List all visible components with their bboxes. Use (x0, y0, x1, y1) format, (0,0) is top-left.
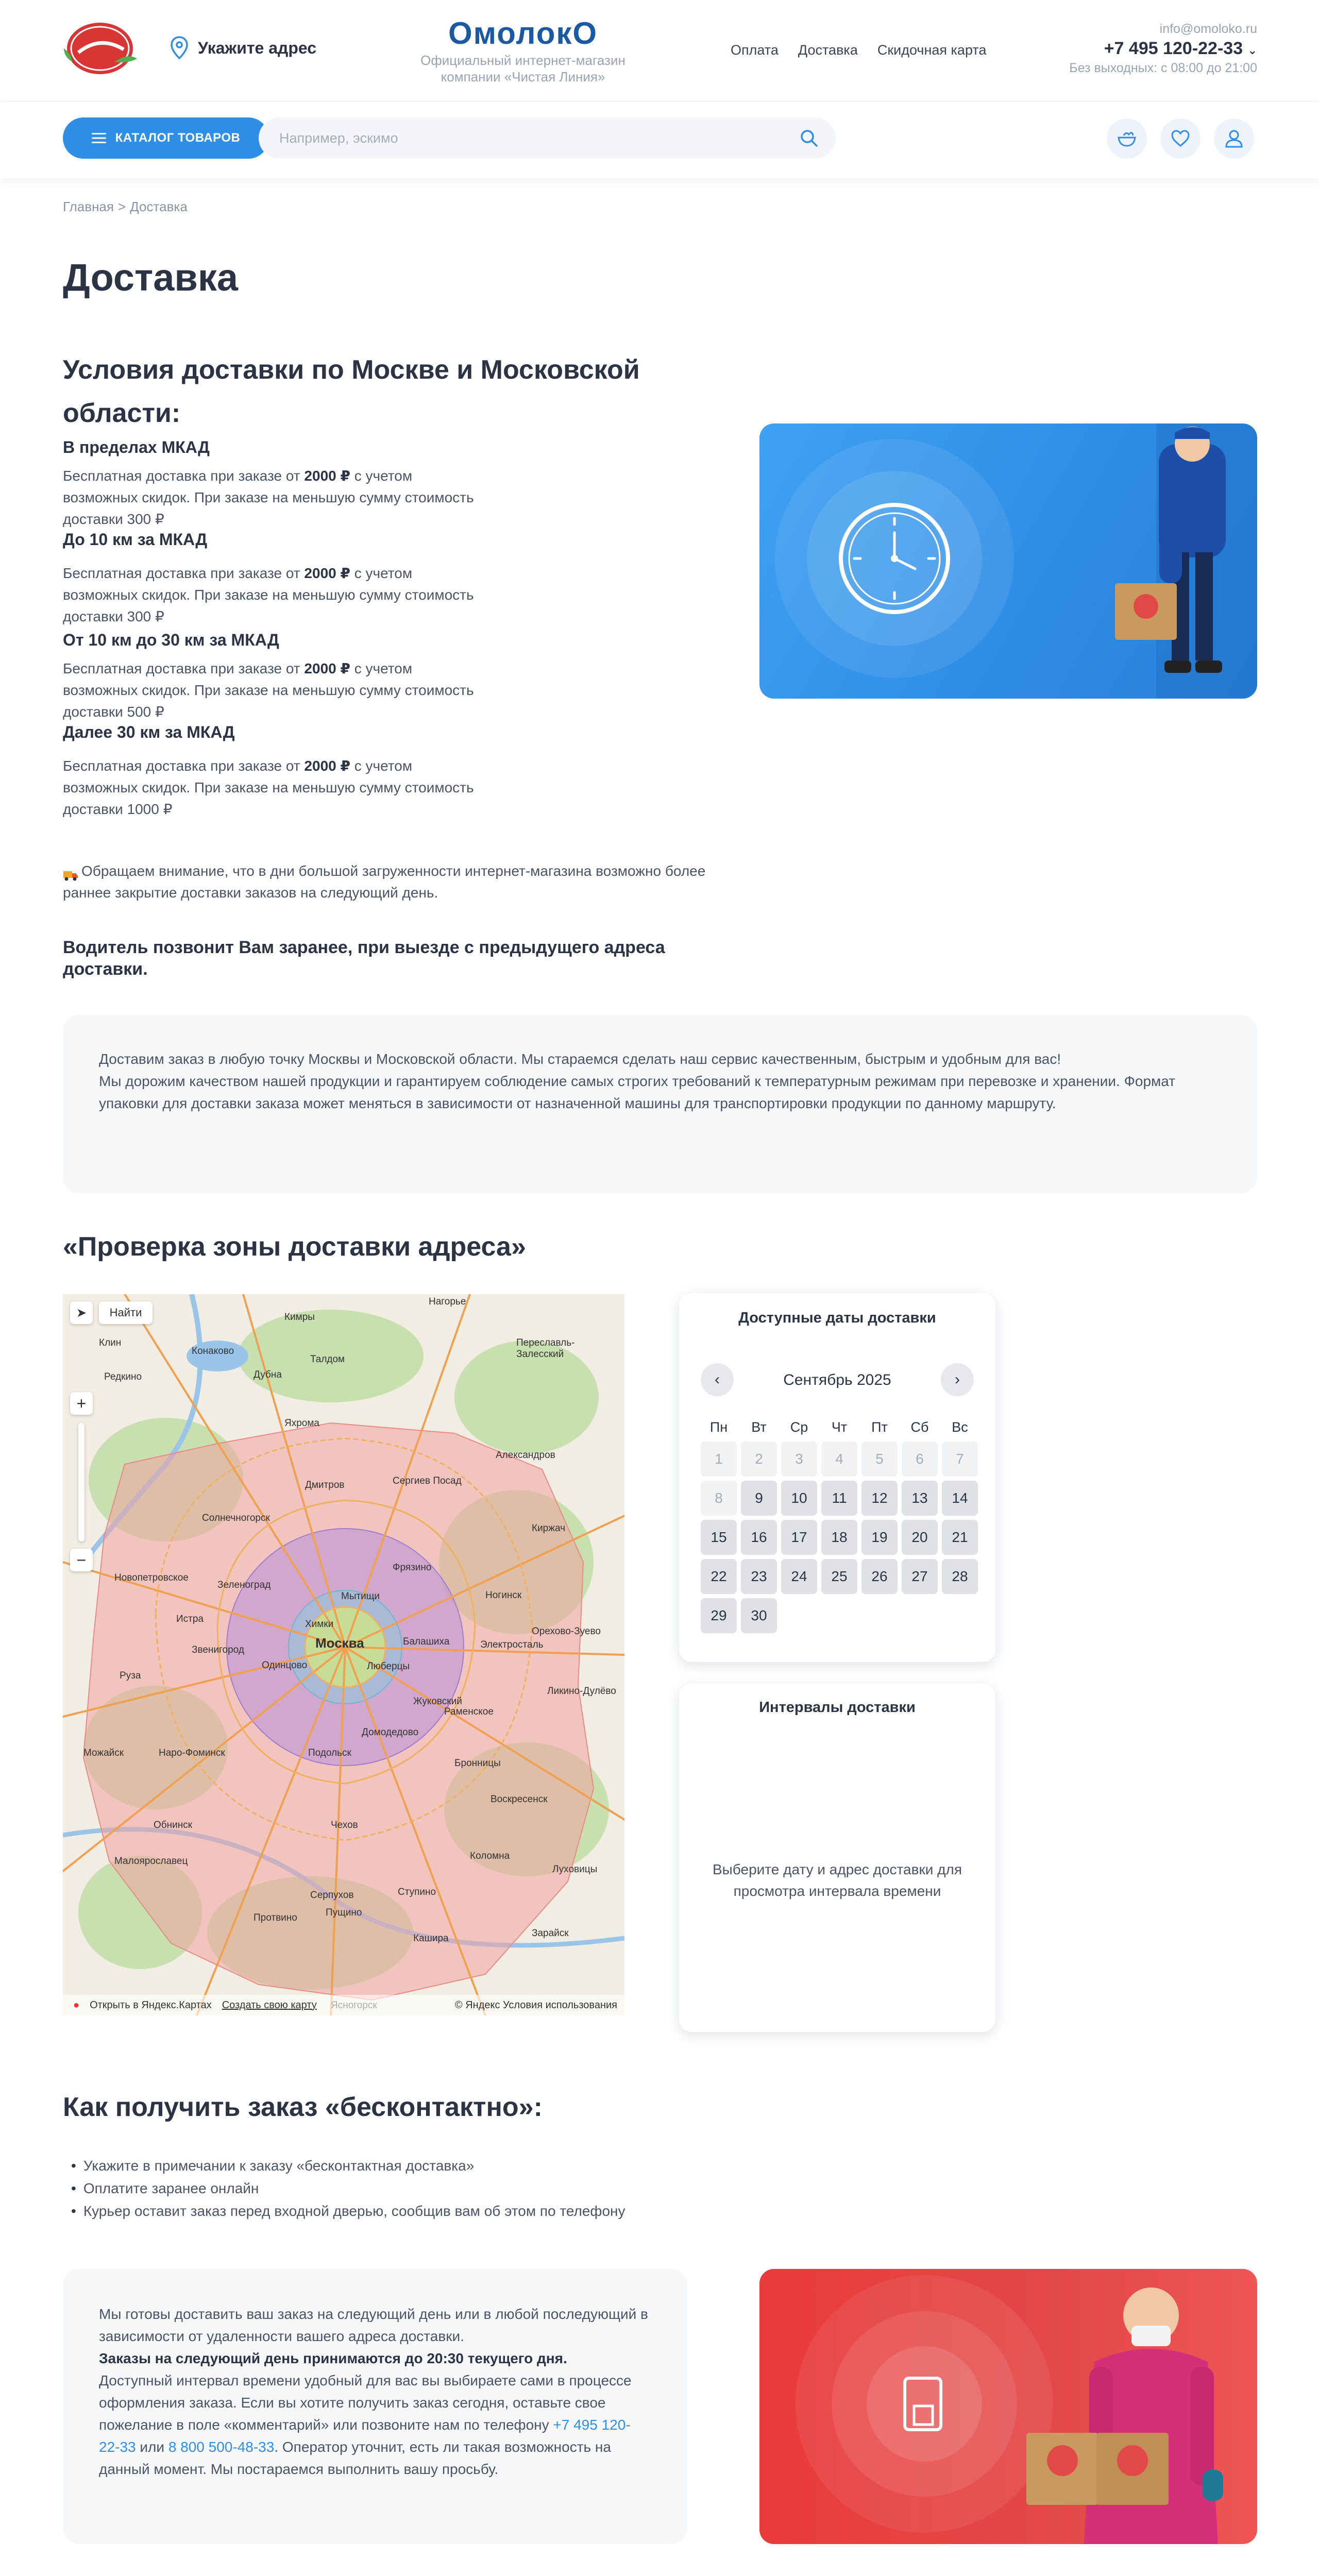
ship-paragraph: Доступный интервал времени удобный для вас вы выбираете сами в процессе оформления заказа. Если вы хотите получить заказ сегодня, оставьте свое пожелание в поле «комментарий» или позвоните нам по телефону +7 495 120-22-33 или 8 800 500-48-33. Оператор уточнит, есть ли такая возможность на данный момент. Мы постараемся выполнить вашу просьбу. (99, 2372, 632, 2477)
calendar-next-button[interactable] (941, 1363, 974, 1396)
site-logo[interactable] (63, 20, 140, 77)
ship-deadline: Заказы на следующий день принимаются до 20:30 текущего дня. (99, 2350, 567, 2366)
chevron-left-icon: ‹ (715, 1371, 720, 1388)
courier-image (759, 2269, 1257, 2544)
header-phone[interactable] (1069, 39, 1257, 59)
brand-block[interactable] (412, 15, 634, 85)
calendar-day-available[interactable]: 25 (821, 1559, 857, 1594)
map-label: Киржач (532, 1523, 566, 1534)
calendar-day-available[interactable]: 18 (821, 1520, 857, 1555)
load-notice (63, 860, 743, 904)
favorites-button[interactable] (1160, 118, 1200, 159)
delivery-calendar (679, 1293, 995, 1662)
map-label: Электросталь (480, 1639, 544, 1650)
header-contacts (1069, 22, 1257, 76)
create-map-link[interactable]: Создать свою карту (222, 1999, 317, 2011)
map-label: Зеленоград (217, 1580, 271, 1590)
search-icon[interactable] (800, 129, 818, 147)
bonus-button[interactable] (1107, 118, 1147, 159)
calendar-day-available[interactable]: 11 (821, 1481, 857, 1516)
header-phone-number: +7 495 120-22-33 (1104, 39, 1243, 58)
map-label: Чехов (331, 1820, 358, 1831)
calendar-day-disabled: 3 (781, 1442, 817, 1477)
map-label: Дмитров (305, 1480, 345, 1490)
calendar-day-available[interactable]: 21 (942, 1520, 978, 1555)
map-label: Воскресенск (491, 1794, 548, 1805)
map-label: Яхрома (284, 1418, 319, 1429)
map-label: Подольск (308, 1748, 351, 1758)
phone-link[interactable]: +7 495 120-22-33 (99, 2417, 631, 2455)
open-in-yandex-link[interactable]: Открыть в Яндекс.Картах (90, 1999, 212, 2011)
map-label: Новопетровское (114, 1572, 189, 1583)
calendar-day-available[interactable]: 24 (781, 1559, 817, 1594)
calendar-day-disabled: 6 (902, 1442, 938, 1477)
map-label: Протвино (253, 1912, 297, 1923)
zone-block (63, 530, 733, 628)
nav-item-payment[interactable]: Оплата (731, 42, 779, 58)
breadcrumb (63, 199, 188, 215)
catalog-button[interactable] (63, 117, 269, 159)
notice-text: Обращаем внимание, что в дни большой загруженности интернет-магазина возможно более раннее закрытие доставки заказов на следующий день. (63, 863, 706, 901)
page-title: Доставка (63, 256, 239, 299)
map-label: Звенигород (192, 1645, 244, 1655)
calendar-day-available[interactable]: 16 (741, 1520, 777, 1555)
map-label: Орехово-Зуево (532, 1626, 601, 1637)
calendar-day-available[interactable]: 10 (781, 1481, 817, 1516)
intervals-title: Интервалы доставки (759, 1699, 916, 1716)
map-footer (63, 1995, 624, 2015)
calendar-month: Сентябрь 2025 (783, 1371, 891, 1388)
map-pin-icon: ● (73, 1999, 80, 2011)
zone-title: Далее 30 км за МКАД (63, 723, 235, 741)
zone-text: Бесплатная доставка при заказе от 2000 ₽ с учетом возможных скидок. При заказе на меньшую сумму стоимость доставки 300 ₽ (63, 468, 474, 527)
map-label: Переславль-Залесский (516, 1337, 575, 1360)
calendar-grid (701, 1417, 978, 1633)
map-label: Серпухов (310, 1890, 354, 1901)
top-nav (731, 42, 986, 58)
calendar-weekday: Ср (790, 1419, 808, 1435)
zone-text: Бесплатная доставка при заказе от 2000 ₽ с учетом возможных скидок. При заказе на меньшую сумму стоимость доставки 500 ₽ (63, 660, 474, 720)
map-label: Ногинск (485, 1590, 522, 1601)
map-label: Малоярославец (114, 1856, 188, 1867)
calendar-day-available[interactable]: 28 (942, 1559, 978, 1594)
map-label: Домодедово (362, 1727, 419, 1738)
location-pin-icon (170, 36, 189, 60)
info-line-2: Мы дорожим качеством нашей продукции и гарантируем соблюдение самых строгих требований к температурным режимам при перевозке и хранении. Формат упаковки для доставки заказа может меняться в зависимости от назначенной машины для транспортировки продукции по данному маршруту. (99, 1073, 1176, 1111)
calendar-day-available[interactable]: 13 (902, 1481, 938, 1516)
calendar-day-available[interactable]: 22 (701, 1559, 737, 1594)
zone-title: До 10 км за МКАД (63, 530, 208, 549)
map-label: Жуковский (413, 1696, 462, 1707)
calendar-day-disabled: 1 (701, 1442, 737, 1477)
calendar-day-available[interactable]: 30 (741, 1598, 777, 1633)
address-picker[interactable] (170, 36, 316, 60)
map-label: Люберцы (367, 1661, 410, 1672)
search-bar (259, 117, 836, 159)
calendar-day-available[interactable]: 14 (942, 1481, 978, 1516)
menu-icon (92, 132, 106, 144)
header-email[interactable]: info@omoloko.ru (1159, 22, 1257, 36)
map-zoom-out-button[interactable]: − (70, 1549, 93, 1571)
map-label: Одинцово (262, 1660, 308, 1671)
calendar-day-disabled: 5 (861, 1442, 898, 1477)
map-label: Фрязино (393, 1562, 432, 1573)
calendar-day-disabled: 8 (701, 1481, 737, 1516)
calendar-weekday: Вт (751, 1419, 767, 1435)
contactless-list (71, 2155, 625, 2223)
delivery-zone-map[interactable] (63, 1294, 624, 2015)
map-location-icon[interactable]: ➤ (70, 1301, 93, 1324)
map-label: Талдом (310, 1354, 345, 1365)
calendar-day-disabled: 4 (821, 1442, 857, 1477)
map-label: Ликино-Дулёво (547, 1686, 616, 1697)
delivery-intervals (679, 1684, 995, 2032)
map-label: Кимры (284, 1312, 315, 1323)
info-line-1: Доставим заказ в любую точку Москвы и Московской области. Мы стараемся сделать наш сервис качественным, быстрым и удобным для вас! (99, 1051, 1061, 1067)
zone-check-title: «Проверка зоны доставки адреса» (63, 1232, 526, 1262)
calendar-weekday: Сб (910, 1419, 929, 1435)
map-label: Химки (305, 1619, 334, 1630)
list-item: • Курьер оставит заказ перед входной дверью, сообщив вам об этом по телефону (71, 2200, 625, 2223)
map-label: Сергиев Посад (393, 1476, 462, 1486)
map-label: Луховицы (552, 1864, 598, 1875)
phone-link[interactable]: 8 800 500-48-33 (168, 2439, 275, 2455)
calendar-weekday: Пн (709, 1419, 728, 1435)
contactless-title: Как получить заказ «бесконтактно»: (63, 2092, 543, 2122)
breadcrumb-home[interactable]: Главная (63, 199, 114, 214)
breadcrumb-separator: > (117, 199, 126, 214)
ship-paragraph: Мы готовы доставить ваш заказ на следующий день или в любой последующий в зависимости от удаленности вашего адреса доставки. (99, 2306, 648, 2344)
calendar-day-available[interactable]: 27 (902, 1559, 938, 1594)
map-label: Александров (496, 1450, 555, 1461)
map-label: Солнечногорск (202, 1513, 270, 1523)
map-zoom-in-button[interactable]: + (70, 1392, 93, 1415)
map-label: Истра (176, 1614, 204, 1624)
zone-title: От 10 км до 30 км за МКАД (63, 631, 279, 649)
calendar-title: Доступные даты доставки (738, 1310, 936, 1326)
conditions-title: Условия доставки по Москве и Московской области: (63, 355, 640, 428)
address-label: Укажите адрес (198, 38, 317, 57)
delivery-hero-image (759, 423, 1257, 699)
map-label: Бронницы (454, 1758, 501, 1769)
calendar-day-available[interactable]: 29 (701, 1598, 737, 1633)
user-icon (1225, 129, 1243, 148)
map-label: Можайск (83, 1748, 124, 1758)
intervals-hint: Выберите дату и адрес доставки для просмотра интервала времени (712, 1861, 962, 1899)
brand-name: ОмолокО (448, 16, 598, 50)
map-label: Руза (120, 1670, 141, 1681)
map-label: Мытищи (341, 1591, 380, 1602)
map-label: Нагорье (429, 1296, 466, 1307)
calendar-weekday: Пт (871, 1419, 888, 1435)
map-label: Раменское (444, 1706, 494, 1717)
zone-text: Бесплатная доставка при заказе от 2000 ₽ с учетом возможных скидок. При заказе на меньшую сумму стоимость доставки 300 ₽ (63, 565, 474, 624)
calendar-day-disabled: 2 (741, 1442, 777, 1477)
map-label: Ступино (398, 1887, 436, 1897)
calendar-day-available[interactable]: 12 (861, 1481, 898, 1516)
map-label: Наро-Фоминск (159, 1748, 225, 1758)
delivery-info-box (63, 1015, 1257, 1193)
map-label: Пущино (326, 1907, 362, 1918)
brand-subtitle: Официальный интернет-магазин компании «Чистая Линия» (420, 53, 625, 84)
profile-button[interactable] (1214, 118, 1254, 159)
map-label: Балашиха (403, 1636, 450, 1647)
chevron-right-icon: › (955, 1371, 960, 1388)
delivery-conditions (63, 348, 733, 820)
zone-block (63, 723, 733, 820)
map-label: Зарайск (532, 1928, 569, 1939)
bonus-bowl-icon (1117, 129, 1137, 148)
driver-call-notice: Водитель позвонит Вам заранее, при выезде с предыдущего адреса доставки. (63, 938, 665, 979)
catalog-button-label: КАТАЛОГ ТОВАРОВ (115, 131, 241, 145)
next-day-info-box (63, 2269, 687, 2544)
heart-icon (1171, 130, 1190, 147)
map-label: Кашира (413, 1933, 449, 1944)
zone-text: Бесплатная доставка при заказе от 2000 ₽ с учетом возможных скидок. При заказе на меньшую сумму стоимость доставки 1000 ₽ (63, 758, 474, 817)
chevron-down-icon[interactable]: ⌄ (1247, 44, 1257, 57)
zone-block (63, 438, 733, 530)
map-label: Редкино (104, 1371, 142, 1382)
calendar-day-available[interactable]: 15 (701, 1520, 737, 1555)
map-label: Клин (99, 1337, 122, 1348)
calendar-weekday: Чт (831, 1419, 848, 1435)
zone-block (63, 631, 733, 723)
map-label: Конаково (192, 1346, 234, 1357)
header-hours: Без выходных: с 08:00 до 21:00 (1069, 61, 1257, 75)
calendar-day-available[interactable]: 20 (902, 1520, 938, 1555)
list-item: • Оплатите заранее онлайн (71, 2177, 625, 2200)
calendar-day-available[interactable]: 9 (741, 1481, 777, 1516)
map-label: Дубна (253, 1369, 282, 1380)
calendar-day-available[interactable]: 26 (861, 1559, 898, 1594)
nav-item-discount-card[interactable]: Скидочная карта (877, 42, 987, 58)
list-item: • Укажите в примечании к заказу «бесконтактная доставка» (71, 2155, 625, 2177)
calendar-day-disabled: 7 (942, 1442, 978, 1477)
calendar-day-available[interactable]: 23 (741, 1559, 777, 1594)
calendar-weekday: Вс (952, 1419, 968, 1435)
map-zoom-slider[interactable] (78, 1423, 84, 1541)
map-find-button[interactable]: Найти (99, 1301, 153, 1324)
nav-item-delivery[interactable]: Доставка (798, 42, 858, 58)
map-label: Обнинск (154, 1820, 193, 1831)
zone-title: В пределах МКАД (63, 438, 210, 456)
map-label: Коломна (470, 1851, 510, 1861)
calendar-day-available[interactable]: 19 (861, 1520, 898, 1555)
map-label-center: Москва (315, 1635, 364, 1651)
breadcrumb-current: Доставка (130, 199, 188, 214)
map-terms-link[interactable]: © Яндекс Условия использования (454, 1999, 617, 2011)
calendar-day-available[interactable]: 17 (781, 1520, 817, 1555)
search-input[interactable] (279, 130, 743, 146)
truck-icon (63, 866, 78, 878)
